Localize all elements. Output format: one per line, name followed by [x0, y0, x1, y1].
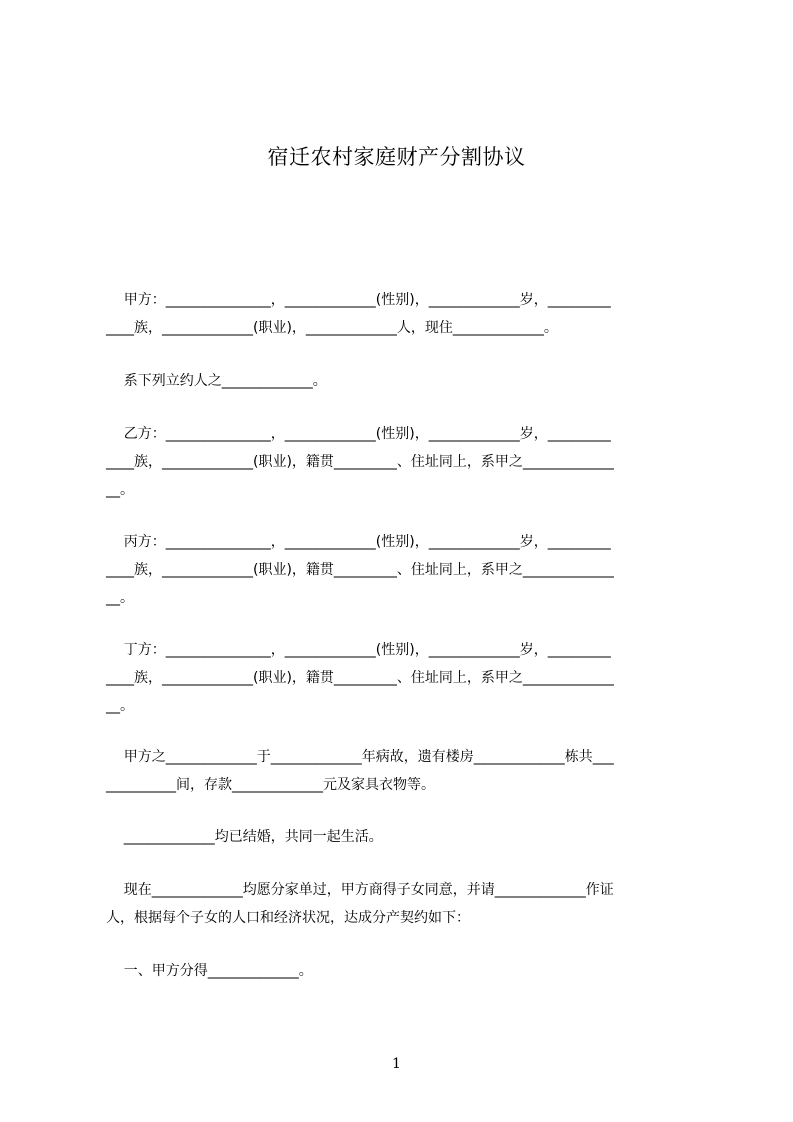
party-a-line-1: 甲方：_______________，_____________(性别)，_____________岁，_________	[106, 292, 611, 308]
married-line: _____________均已结婚，共同一起生活。	[106, 829, 383, 845]
document-title: 宿迁农村家庭财产分割协议	[267, 145, 526, 169]
estate-line-1: 甲方之_____________于_____________年病故，遗有楼房_____________栋共___	[106, 749, 614, 765]
agreement-line-1: 现在_____________均愿分家单过，甲方商得子女同意，并请_____________作证	[106, 882, 614, 898]
estate-line-2: __________间，存款_____________元及家具衣物等。	[106, 777, 435, 793]
party-d-line-2: ____族，_____________(职业)，籍贯_________、住址同上，系甲之_____________	[106, 670, 614, 686]
party-b-line-2: ____族，_____________(职业)，籍贯_________、住址同上，系甲之_____________	[106, 454, 614, 470]
party-d-line-3: __。	[106, 698, 134, 714]
party-b-line-3: __。	[106, 482, 134, 498]
clause-one-line: 一、甲方分得_____________。	[106, 963, 313, 979]
party-c-line-1: 丙方：_______________，_____________(性别)，_____________岁，_________	[106, 534, 611, 550]
party-d-line-1: 丁方：_______________，_____________(性别)，_____________岁，_________	[106, 642, 611, 658]
party-c-line-3: __。	[106, 590, 134, 606]
agreement-line-2: 人，根据每个子女的人口和经济状况，达成分产契约如下：	[106, 910, 470, 926]
party-c-line-2: ____族，_____________(职业)，籍贯_________、住址同上，系甲之_____________	[106, 562, 614, 578]
page-number: 1	[392, 1056, 401, 1072]
relation-line: 系下列立约人之_____________。	[106, 373, 327, 389]
party-a-line-2: ____族，_____________(职业)，_____________人，现住_____________。	[106, 320, 558, 336]
party-b-line-1: 乙方：_______________，_____________(性别)，_____________岁，_________	[106, 426, 611, 442]
